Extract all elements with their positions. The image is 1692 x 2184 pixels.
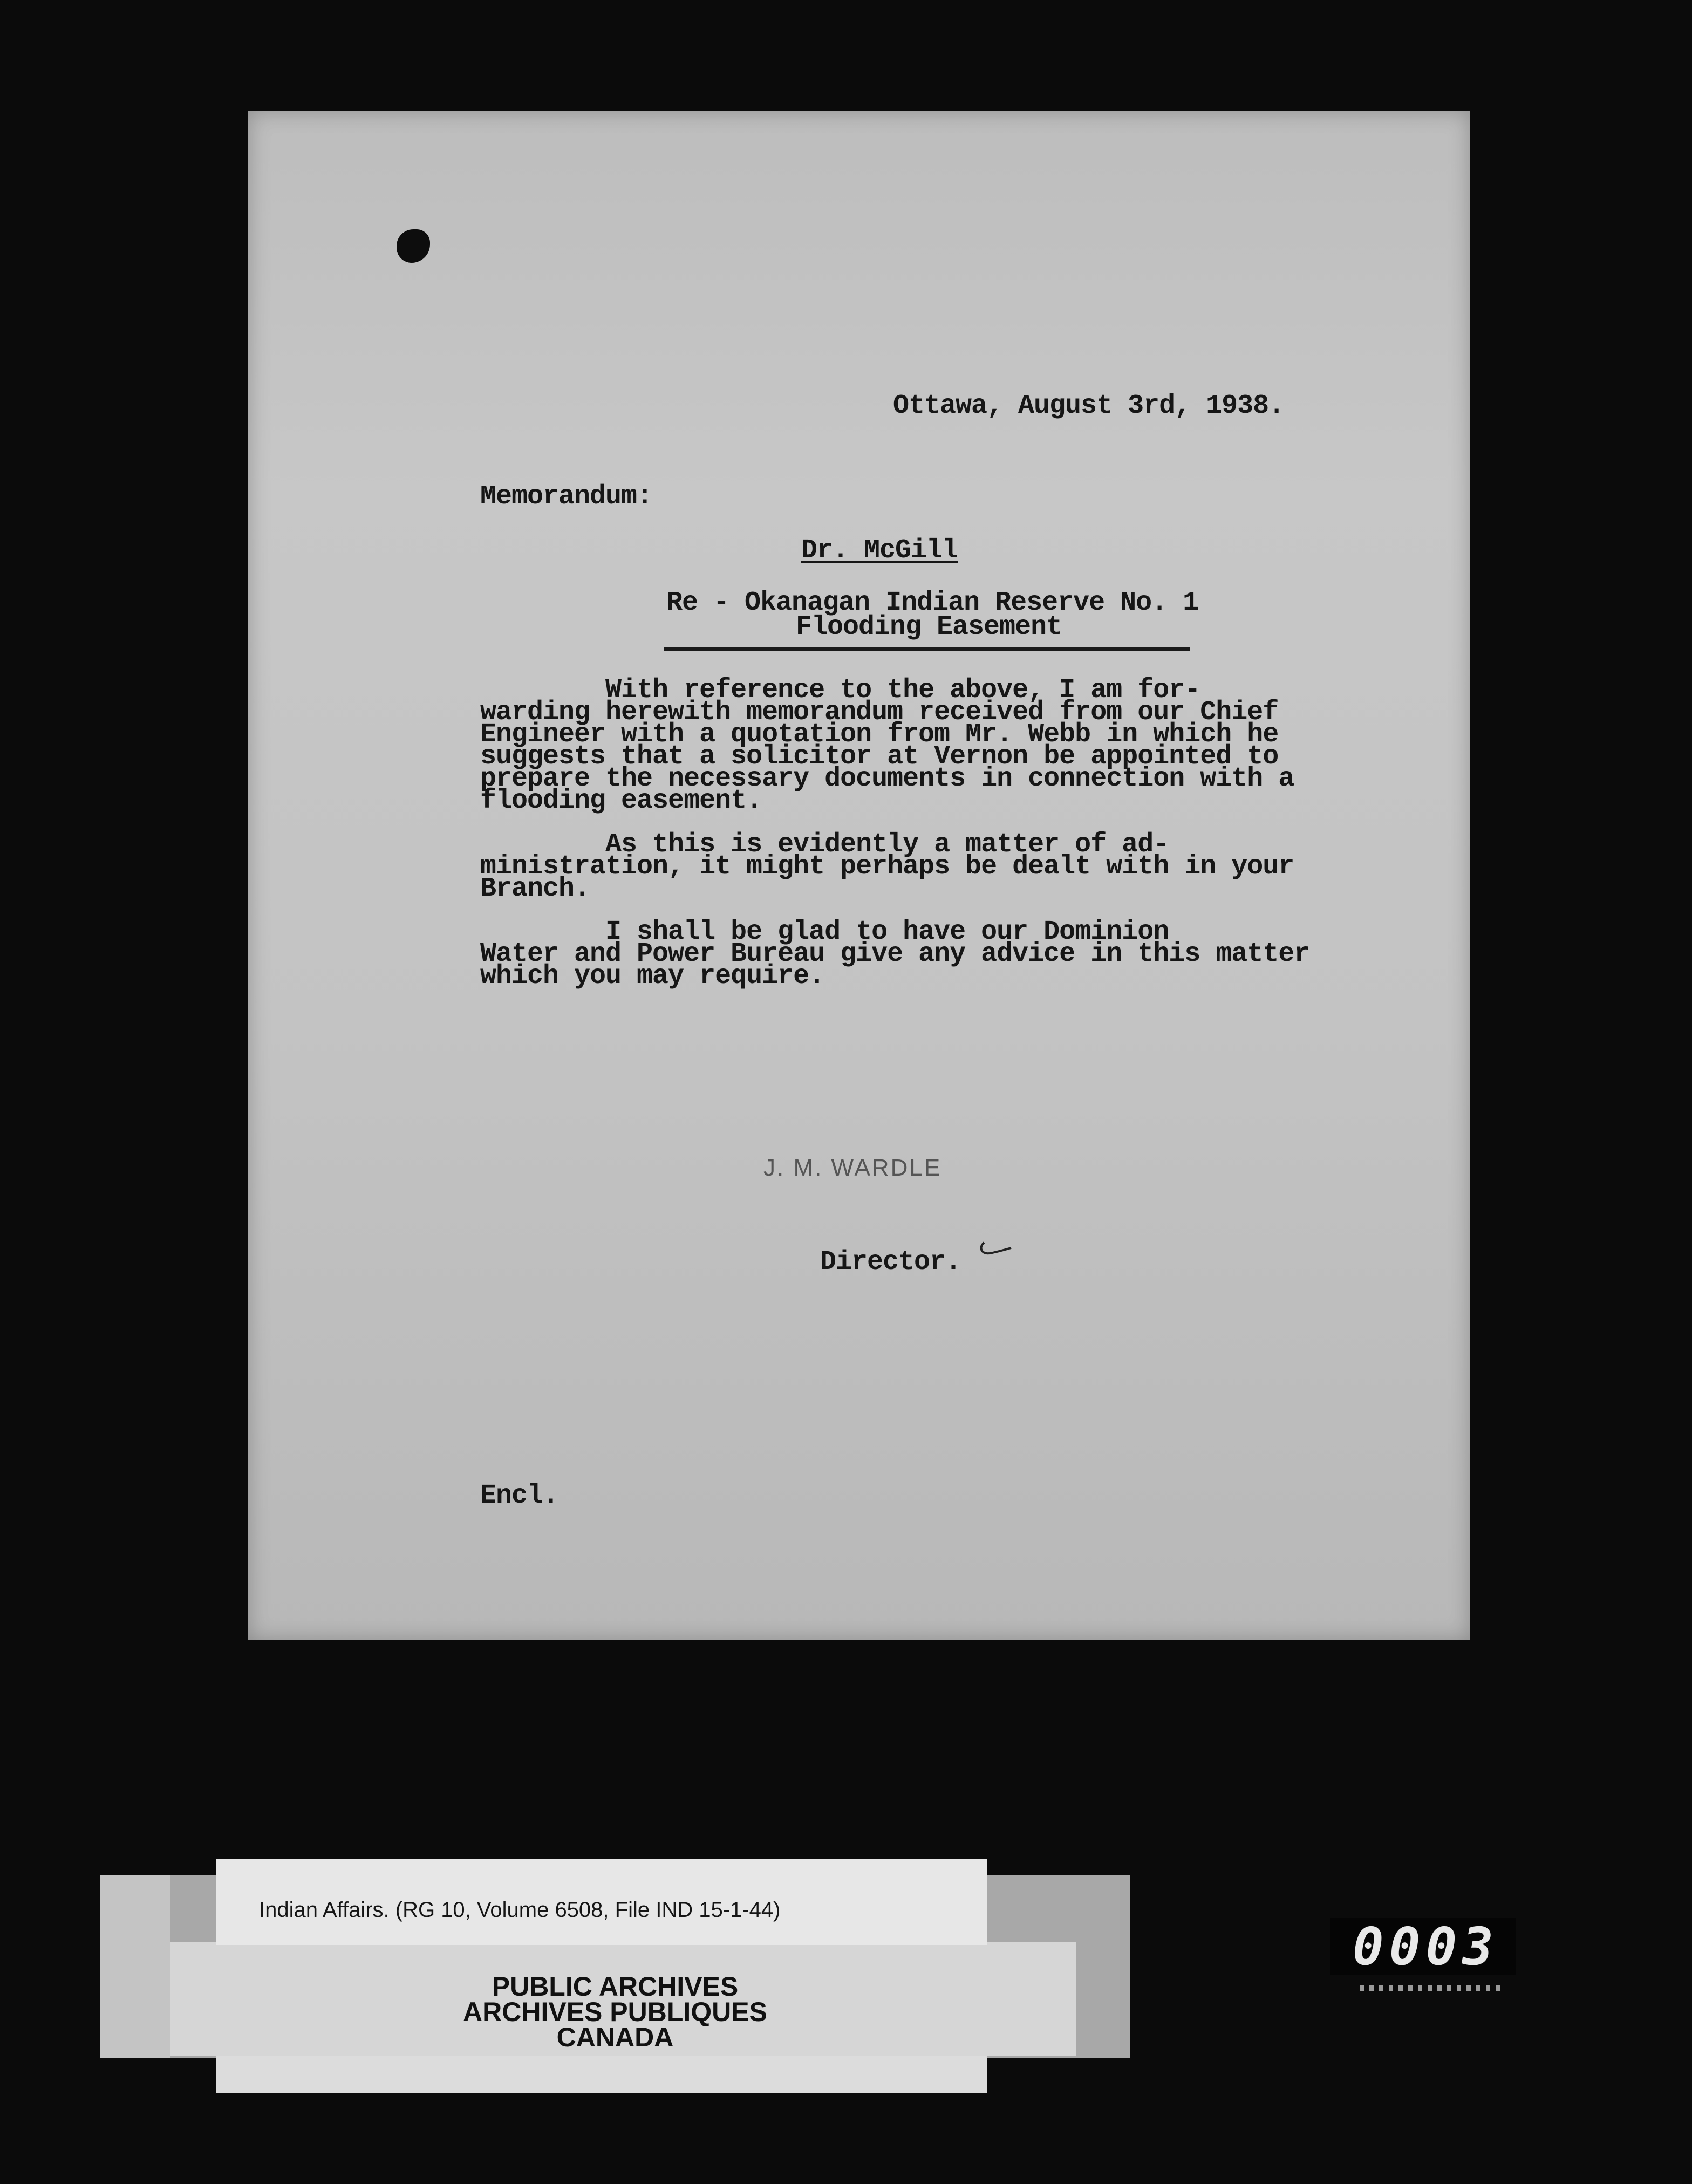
counter-digit: 0 <box>1389 1916 1421 1977</box>
paragraph-line: I shall be glad to have our Dominion <box>480 917 1169 947</box>
ink-blot <box>397 229 430 263</box>
paragraph-line: prepare the necessary documents in connection with a <box>480 763 1294 794</box>
memorandum-page <box>248 111 1470 1640</box>
counter-digit: 3 <box>1462 1916 1494 1977</box>
archival-reference: Indian Affairs. (RG 10, Volume 6508, File IND 15-1-44) <box>259 1898 781 1922</box>
check-mark-icon <box>978 1239 1015 1259</box>
counter-digit: 0 <box>1352 1916 1384 1977</box>
paragraph-line: Engineer with a quotation from Mr. Webb in which he <box>480 719 1279 750</box>
paragraph-line: Water and Power Bureau give any advice in this matter <box>480 939 1310 970</box>
dateline: Ottawa, August 3rd, 1938. <box>893 391 1285 421</box>
frame-counter <box>1330 1918 1516 1975</box>
paragraph-line: Branch. <box>480 873 590 904</box>
signature-stamp: J. M. WARDLE <box>763 1155 942 1181</box>
archive-name-fr: ARCHIVES PUBLIQUES <box>463 1997 767 2027</box>
memo-heading: Memorandum: <box>480 481 653 512</box>
paragraph-line: ministration, it might perhaps be dealt with in your <box>480 851 1294 882</box>
enclosure-note: Encl. <box>480 1480 559 1511</box>
subject-underline <box>664 647 1190 651</box>
paragraph-line: As this is evidently a matter of ad- <box>480 829 1169 860</box>
signer-title: Director. <box>820 1247 961 1278</box>
paragraph-line: flooding easement. <box>480 786 762 816</box>
archive-country: CANADA <box>556 2022 674 2052</box>
paragraph-line: With reference to the above, I am for- <box>480 675 1200 706</box>
label-card-lower <box>216 2056 987 2093</box>
counter-perforation <box>1360 1985 1500 1991</box>
paragraph-line: warding herewith memorandum received from our Chief <box>480 697 1279 728</box>
archive-name-en: PUBLIC ARCHIVES <box>492 1971 739 2002</box>
paragraph-line: which you may require. <box>480 961 825 992</box>
label-strip-edge <box>100 1875 170 2058</box>
counter-digit: 0 <box>1425 1916 1457 1977</box>
paragraph-line: suggests that a solicitor at Vernon be appointed to <box>480 741 1279 772</box>
subject-line-1: Re - Okanagan Indian Reserve No. 1 <box>666 588 1199 618</box>
subject-line-2: Flooding Easement <box>796 612 1062 643</box>
addressee: Dr. McGill <box>801 535 958 566</box>
